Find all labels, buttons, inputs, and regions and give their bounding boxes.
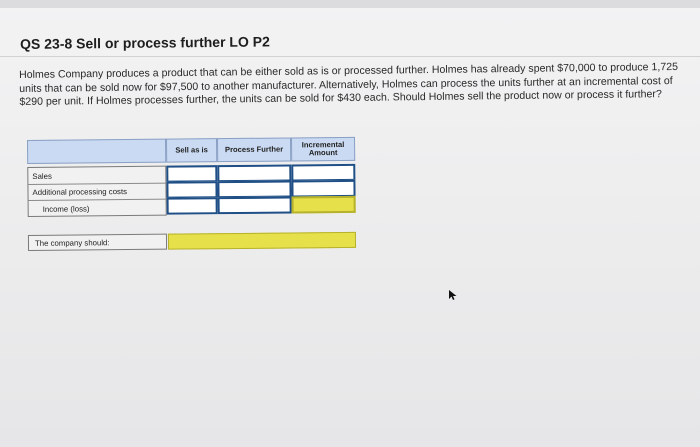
row-label-additional-costs: Additional processing costs: [32, 187, 128, 197]
header-process-further: Process Further: [217, 137, 291, 162]
question-text: Holmes Company produces a product that can be either sold as is or processed further. Holmes has already spent $70,000 to produce 1,725 units that can be sold now for $97,500 to another manufacturer. Alternatively, Holmes can process the units further at an incremental cost of $290 per unit. If Holmes processes further, the units can be sold for $430 each. Should Holmes sell the product now or process it further?: [19, 60, 679, 109]
header-sell-as-is: Sell as is: [166, 138, 217, 162]
decision-label-text: The company should:: [34, 238, 110, 248]
top-bar: [0, 0, 700, 8]
decision-label: [28, 234, 167, 251]
divider: [0, 56, 700, 57]
row-labels: [27, 166, 166, 217]
row-label-income: Income (loss): [42, 204, 90, 214]
input-costs-incremental[interactable]: [291, 180, 355, 198]
input-income-sell-as-is[interactable]: [167, 197, 218, 214]
mouse-cursor-icon: [449, 290, 457, 300]
row-divider: [28, 183, 167, 185]
header-blank-cell: [27, 139, 166, 164]
input-income-process-further[interactable]: [218, 196, 292, 214]
row-label-sales: Sales: [32, 171, 52, 181]
input-income-incremental[interactable]: [292, 196, 356, 214]
input-sales-incremental[interactable]: [291, 164, 355, 182]
input-costs-process-further[interactable]: [217, 180, 291, 198]
input-sales-sell-as-is[interactable]: [166, 165, 217, 182]
question-title: QS 23-8 Sell or process further LO P2: [20, 33, 270, 52]
decision-select[interactable]: [168, 232, 356, 250]
header-incremental-amount: Incremental Amount: [291, 137, 355, 162]
row-divider: [29, 199, 168, 201]
input-costs-sell-as-is[interactable]: [166, 181, 217, 198]
input-sales-process-further[interactable]: [217, 164, 291, 182]
